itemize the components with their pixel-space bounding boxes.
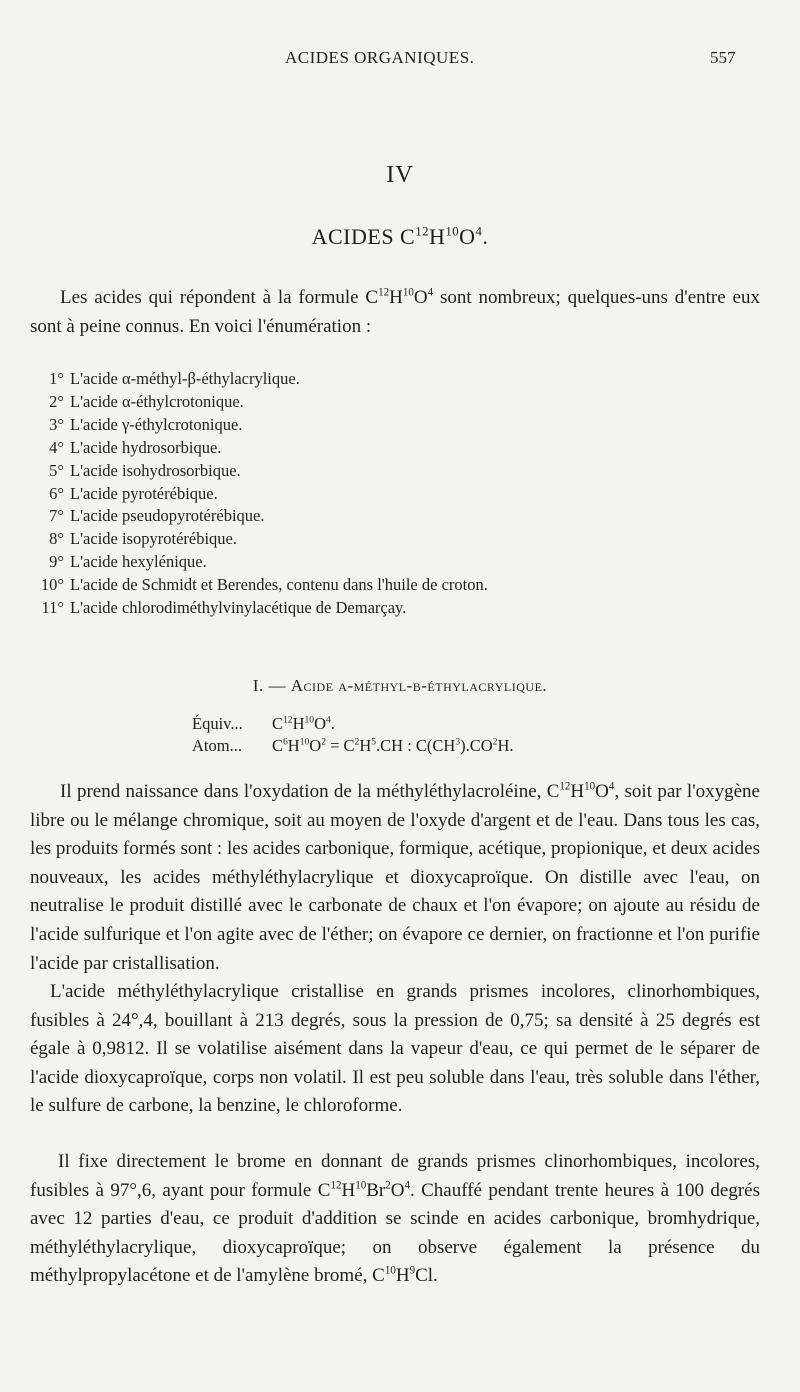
chapter-title: ACIDES $C^{12}H^{10}O^4$. [311, 224, 489, 249]
list-item: 2° L'acide α-éthylcrotonique. [49, 391, 244, 411]
running-head-title: ACIDES ORGANIQUES. [285, 48, 475, 67]
page-number: 557 [710, 48, 736, 67]
intro-paragraph: Les acides qui répondent à la formule $C^{12}H^{10}O^4$ sont nombreux; quelques-uns d'entre eux sont à peine connus. En voici l'énumération : [30, 286, 760, 337]
acid-enumeration-list [38, 368, 738, 620]
list-item: 3° L'acide γ-éthylcrotonique. [49, 414, 243, 434]
paragraph-preparation: Il prend naissance dans l'oxydation de la méthyléthylacroléine, $C^{12}H^{10}O^4$, soit par l'oxygène libre ou le mélange chromique, soit au moyen de l'oxyde d'argent et de l'eau. Dans tous les cas, les produits formés sont : les acides carbonique, formique, acétique, propionique, et deux acides nouveaux, les acides méthyléthylacrylique et dioxycaproïque. On distille avec l'eau, on neutralise le produit distillé avec le carbonate de chaux et l'on évapore; on ajoute au résidu de l'acide sulfurique et l'on agite avec de l'éther; on évapore ce dernier, on fractionne et l'on purifie l'acide par cristallisation. [30, 780, 760, 974]
list-item: 1° L'acide α-méthyl-β-éthylacrylique. [49, 369, 300, 388]
list-item: 9° L'acide hexylénique. [49, 552, 207, 572]
list-item: 5° L'acide isohydrosorbique. [49, 460, 241, 480]
chapter-number: IV [386, 162, 414, 188]
list-item: 8° L'acide isopyrotérébique. [49, 529, 237, 549]
equivalent-formula: Équiv... $C^{12}H^{10}O^4$. [192, 714, 335, 733]
formula-block [192, 713, 514, 757]
list-item: 4° L'acide hydrosorbique. [49, 437, 222, 457]
list-item: 11° L'acide chlorodiméthylvinylacétique de Demarçay. [41, 598, 407, 618]
list-item: 10° L'acide de Schmidt et Berendes, contenu dans l'huile de croton. [40, 575, 488, 595]
atomic-formula: Atom... $C^6H^{10}O^2 = C^2H^5.CH$ : $C(CH^3).CO^2H$. [192, 736, 514, 755]
list-item: 6° L'acide pyrotérébique. [49, 483, 218, 503]
paragraph-properties: L'acide méthyléthylacrylique cristallise en grands prismes incolores, clinorhombiques, fusibles à 24°,4, bouillant à 213 degrés, sous la pression de 0,75; sa densité à 25 degrés est égale à 0,9812. Il se volatilise aisément dans la vapeur d'eau, ce qui permet de le séparer de l'acide dioxycaproïque, corps non volatil. Il est peu soluble dans l'eau, très soluble dans l'éther, le sulfure de carbone, la benzine, le chloroforme. [30, 981, 760, 1117]
paragraph-bromine: Il fixe directement le brome en donnant de grands prismes clinorhombiques, incolores, fusibles à 97°,6, ayant pour formule $C^{12}H^{10}Br^2O^4$. Chauffé pendant trente heures à 100 degrés avec 12 parties d'eau, ce produit d'addition se scinde en acides carbonique, bromhydrique, méthyléthylacrylique, dioxycaproïque; on observe également la présence du méthylpropylacétone et de l'amylène bromé, $C^{10}H^9Cl$. [30, 1151, 760, 1287]
running-head [0, 48, 800, 74]
list-item: 7° L'acide pseudopyrotérébique. [49, 506, 265, 526]
section-heading: I. — Acide α-méthyl-β-éthylacrylique. [252, 676, 548, 695]
